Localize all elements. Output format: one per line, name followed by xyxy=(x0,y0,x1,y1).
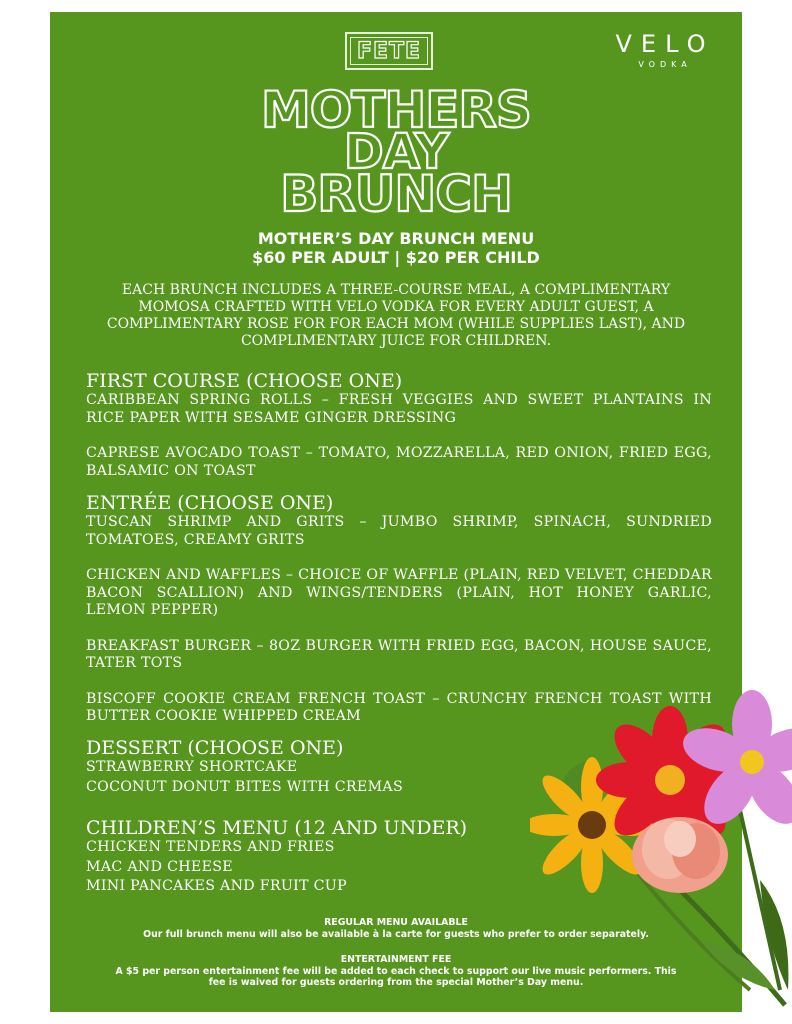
menu-item: CHICKEN TENDERS AND FRIES xyxy=(86,839,335,855)
menu-item: CAPRESE AVOCADO TOAST – TOMATO, MOZZARELLA, RED ONION, FRIED EGG, BALSAMIC ON TOAST xyxy=(86,445,712,479)
menu-item: BISCOFF COOKIE CREAM FRENCH TOAST – CRUNCHY FRENCH TOAST WITH BUTTER COOKIE WHIPPED CREAM xyxy=(86,690,712,724)
price-line: $60 PER ADULT | $20 PER CHILD xyxy=(252,248,540,267)
peach-flower xyxy=(632,817,728,893)
section-title: FIRST COURSE (CHOOSE ONE) xyxy=(86,370,403,392)
title-line-1: MOTHERS xyxy=(261,81,531,139)
section-title: ENTRÉE (CHOOSE ONE) xyxy=(86,492,334,514)
intro-paragraph: EACH BRUNCH INCLUDES A THREE-COURSE MEAL, A COMPLIMENTARY MOMOSA CRAFTED WITH VELO VODKA FOR EVERY ADULT GUEST, A COMPLIMENTARY ROSE FOR FOR EACH MOM (WHILE SUPPLIES LAST), AND COMPLIMENTARY JUICE FOR CHILDREN. xyxy=(106,282,686,349)
title-line-3: BRUNCH xyxy=(280,165,512,223)
menu-item: BREAKFAST BURGER – 8OZ BURGER WITH FRIED EGG, BACON, HOUSE SAUCE, TATER TOTS xyxy=(86,637,712,671)
regular-menu-title: REGULAR MENU AVAILABLE xyxy=(324,917,468,928)
menu-item: CHICKEN AND WAFFLES – CHOICE OF WAFFLE (PLAIN, RED VELVET, CHEDDAR BACON SCALLION) AND WINGS/TENDERS (PLAIN, HOT HONEY GARLIC, LEMON PEPPER) xyxy=(86,567,712,618)
menu-item: STRAWBERRY SHORTCAKE xyxy=(86,759,298,775)
fete-logo-text: FETE xyxy=(356,38,422,64)
section-title: CHILDREN’S MENU (12 AND UNDER) xyxy=(86,817,468,839)
entertainment-fee-title: ENTERTAINMENT FEE xyxy=(340,954,452,965)
section-title: DESSERT (CHOOSE ONE) xyxy=(86,737,344,759)
menu-item: MAC AND CHEESE xyxy=(86,858,233,875)
menu-subtitle: MOTHER’S DAY BRUNCH MENU xyxy=(257,229,535,248)
regular-menu-text: Our full brunch menu will also be available à la carte for guests who prefer to order separately. xyxy=(143,929,649,940)
velo-vodka-logo xyxy=(605,30,725,69)
entertainment-fee-text: A $5 per person entertainment fee will be added to each check to support our live music performers. This fee is waived for guests ordering from the special Mother’s Day menu. xyxy=(115,966,677,988)
first-course-section xyxy=(86,370,712,480)
menu-item: COCONUT DONUT BITES WITH CREMAS xyxy=(86,778,403,795)
menu-item: CARIBBEAN SPRING ROLLS – FRESH VEGGIES AND SWEET PLANTAINS IN RICE PAPER WITH SESAME GINGER DRESSING xyxy=(86,392,712,426)
velo-logo-sub: VODKA xyxy=(638,60,692,69)
fete-logo xyxy=(345,32,433,70)
title-line-2: DAY xyxy=(343,124,449,180)
velo-logo-name: VELO xyxy=(615,30,715,58)
menu-item: MINI PANCAKES AND FRUIT CUP xyxy=(86,878,347,894)
menu-item: TUSCAN SHRIMP AND GRITS – JUMBO SHRIMP, SPINACH, SUNDRIED TOMATOES, CREAMY GRITS xyxy=(86,514,712,548)
flower-bouquet-image xyxy=(530,690,792,1010)
